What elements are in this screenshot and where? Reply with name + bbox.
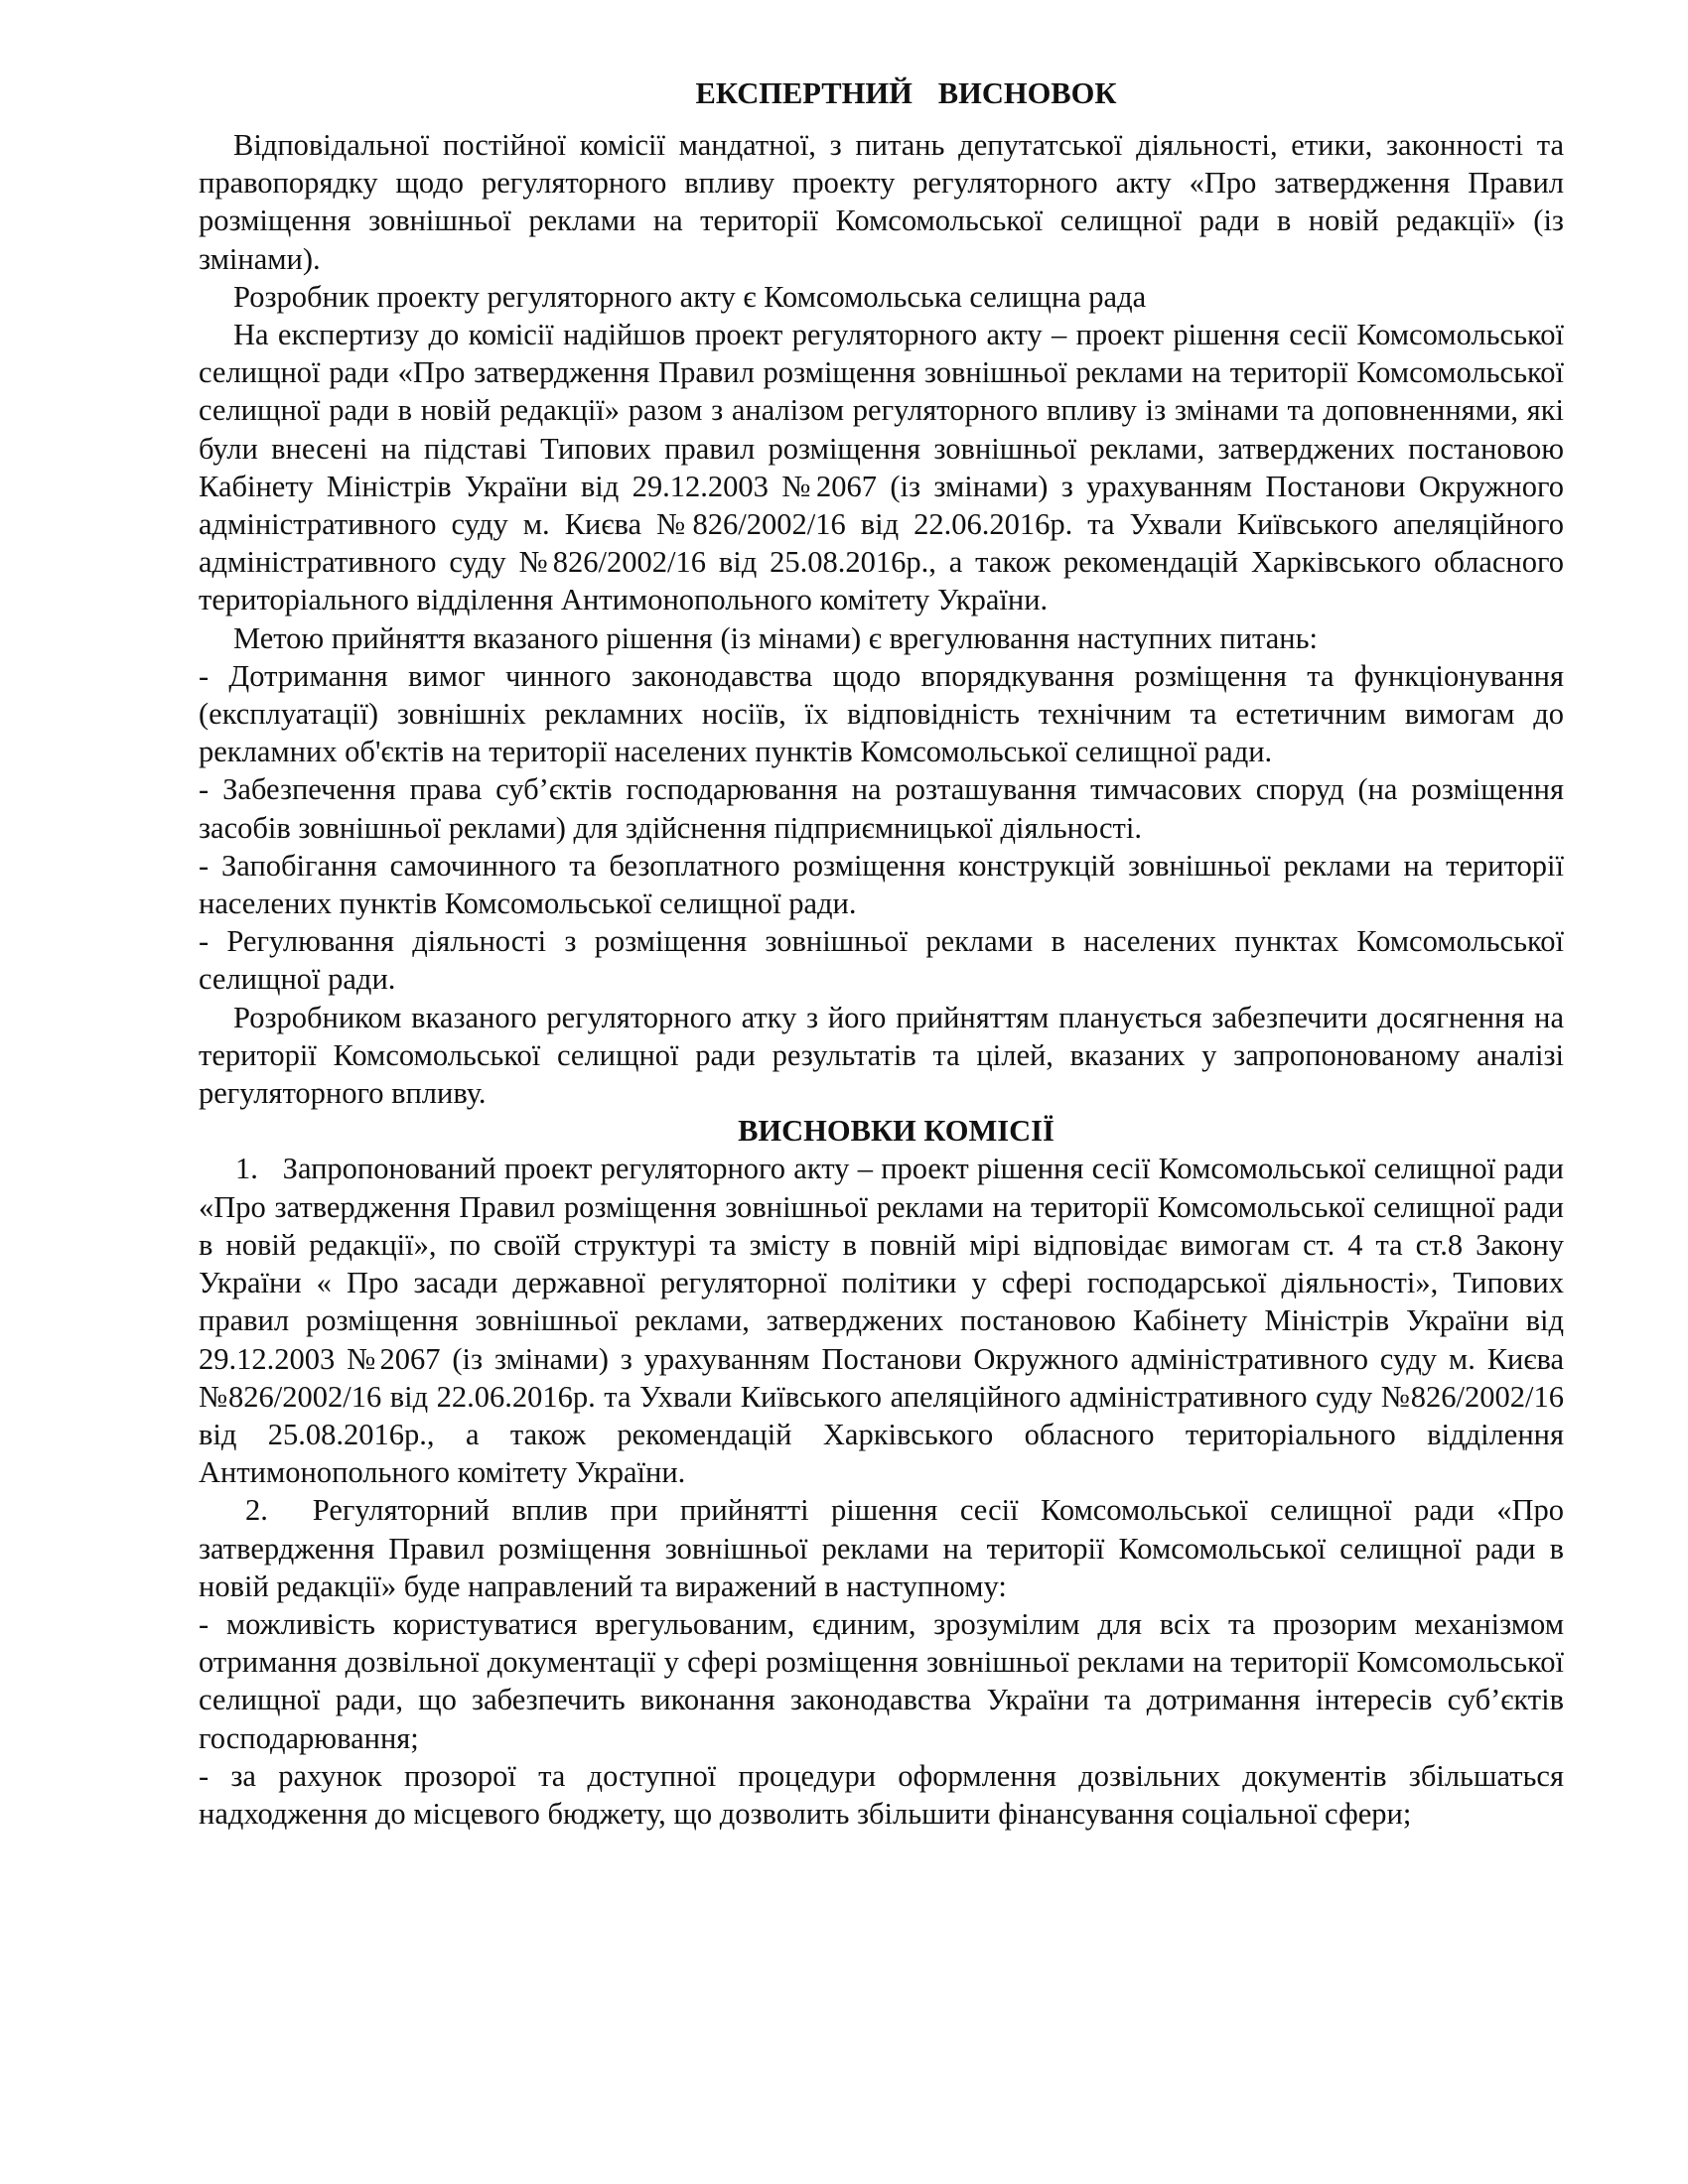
developer-plan-paragraph: Розробником вказаного регуляторного атку з його прийняттям планується забезпечити досягнення на території Комсомольської селищної ради результатів та цілей, вказаних у запропонованому аналізі регуляторного впливу. [199, 1000, 1564, 1111]
goal-intro-paragraph: Метою прийняття вказаного рішення (із мінами) є врегулювання наступних питань: [233, 620, 1318, 655]
document-title: ЕКСПЕРТНИЙ ВИСНОВОК [695, 76, 1117, 110]
conclusion-2-paragraph: 2. Регуляторний вплив при прийнятті рішення сесії Комсомольської селищної ради «Про затвердження Правил розміщення зовнішньої реклами на території Комсомольської селищної ради в новій редакції» буде направлений та виражений в наступному: [199, 1493, 1564, 1603]
conclusion-1-paragraph: 1. Запропонований проект регуляторного акту – проект рішення сесії Комсомольської селищної ради «Про затвердження Правил розміщення зовнішньої реклами на території Комсомольської селищної ради в новій редакції», по своїй структурі та змісту в повній мірі відповідає вимогам ст. 4 та ст.8 Закону України « Про засади державної регуляторної політики у сфері господарської діяльності», Типових правил розміщення зовнішньої реклами, затверджених постановою Кабінету Міністрів України від 29.12.2003 №2067 (із змінами) з урахуванням Постанови Окружного адміністративного суду м. Києва №826/2002/16 від 22.06.2016р. та Ухвали Київського апеляційного адміністративного суду №826/2002/16 від 25.08.2016р., а також рекомендацій Харківського обласного територіального відділення Антимонопольного комітету України. [199, 1152, 1564, 1490]
developer-paragraph: Розробник проекту регуляторного акту є Комсомольська селищна рада [233, 279, 1147, 314]
goal-item: - Запобігання самочинного та безоплатного розміщення конструкцій зовнішньої реклами на території населених пунктів Комсомольської селищної ради. [199, 848, 1564, 921]
effect-item: - можливість користуватися врегульованим, єдиним, зрозумілим для всіх та прозорим механізмом отримання дозвільної документації у сфері розміщення зовнішньої реклами на території Комсомольської селищної ради, що забезпечить виконання законодавства України та дотримання інтересів суб’єктів господарювання; [199, 1606, 1564, 1755]
goal-item: - Забезпечення права суб’єктів господарювання на розташування тимчасових споруд (на розміщення засобів зовнішньої реклами) для здійснення підприємницької діяльності. [199, 772, 1564, 845]
submission-paragraph: На експертизу до комісії надійшов проект регуляторного акту – проект рішення сесії Комсомольської селищної ради «Про затвердження Правил розміщення зовнішньої реклами на території Комсомольської селищної ради в новій редакції» разом з аналізом регуляторного впливу із змінами та доповненнями, які були внесені на підставі Типових правил розміщення зовнішньої реклами, затверджених постановою Кабінету Міністрів України від 29.12.2003 №2067 (із змінами) з урахуванням Постанови Окружного адміністративного суду м. Києва №826/2002/16 від 22.06.2016р. та Ухвали Київського апеляційного адміністративного суду №826/2002/16 від 25.08.2016р., а також рекомендацій Харківського обласного територіального відділення Антимонопольного комітету України. [199, 318, 1564, 617]
document-page [199, 60, 1564, 1833]
goal-item: - Регулювання діяльності з розміщення зовнішньої реклами в населених пунктах Комсомольської селищної ради. [199, 924, 1564, 997]
conclusions-title: ВИСНОВКИ КОМІСІЇ [738, 1114, 1055, 1149]
intro-paragraph: Відповідальної постійної комісії мандатної, з питань депутатської діяльності, етики, законності та правопорядку щодо регуляторного впливу проекту регуляторного акту «Про затвердження Правил розміщення зовнішньої реклами на території Комсомольської селищної ради в новій редакції» (із змінами). [199, 128, 1564, 276]
effect-item: - за рахунок прозорої та доступної процедури оформлення дозвільних документів збільшаться надходження до місцевого бюджету, що дозволить збільшити фінансування соціальної сфери; [199, 1758, 1564, 1831]
goal-item: - Дотримання вимог чинного законодавства щодо впорядкування розміщення та функціонування (експлуатації) зовнішніх рекламних носіїв, їх відповідність технічним та естетичним вимогам до рекламних об'єктів на території населених пунктів Комсомольської селищної ради. [199, 658, 1564, 769]
